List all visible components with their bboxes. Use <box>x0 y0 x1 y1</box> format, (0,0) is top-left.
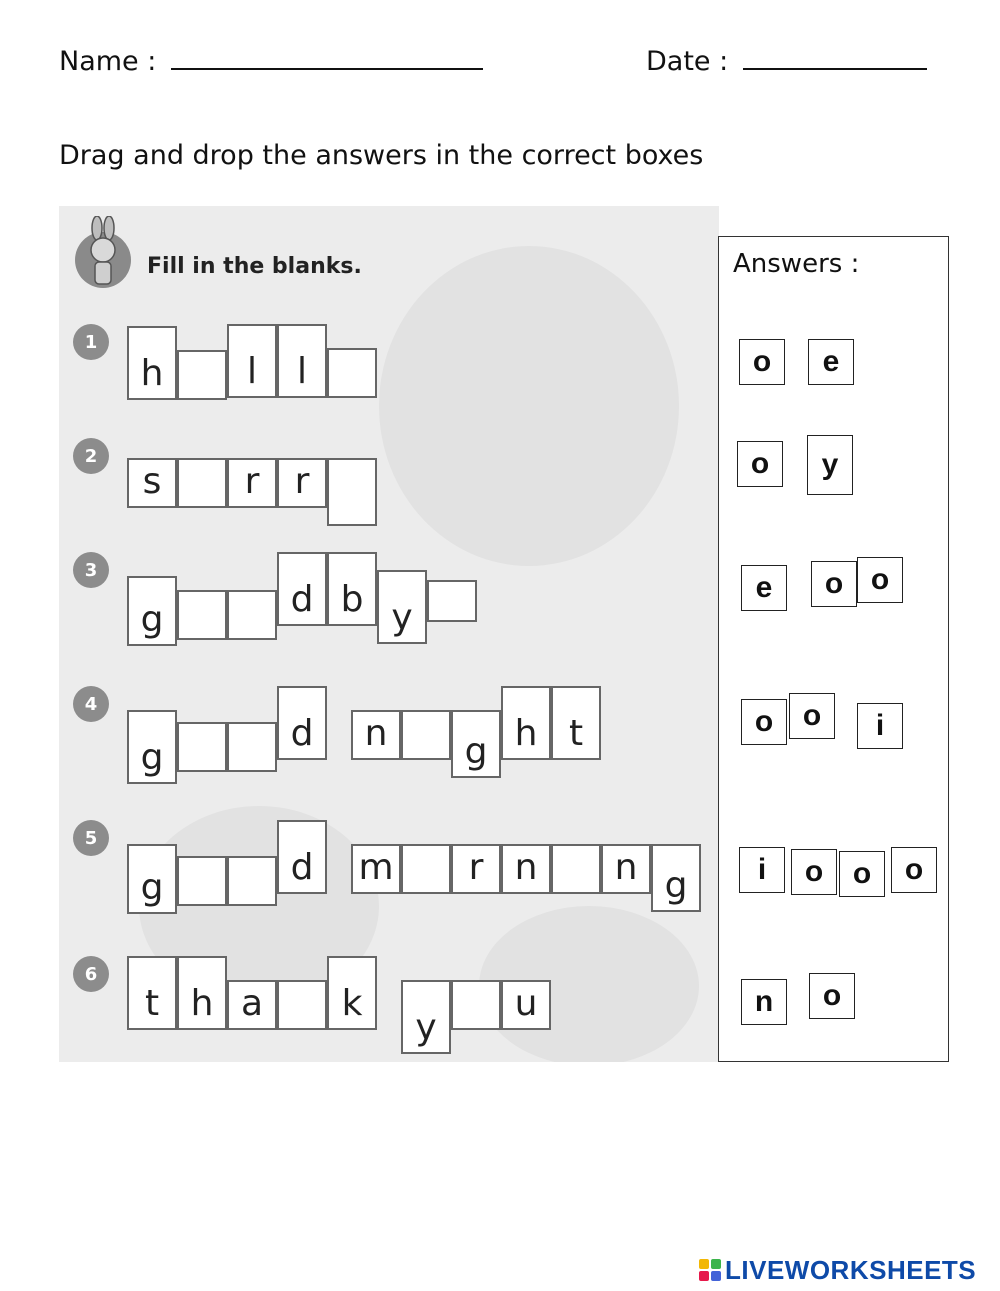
answer-tile[interactable]: y <box>807 435 853 495</box>
letter-tile: n <box>601 844 651 894</box>
letter-tile: r <box>277 458 327 508</box>
drop-blank[interactable] <box>177 590 227 640</box>
date-label: Date : <box>646 46 729 77</box>
letter-tile: y <box>401 980 451 1054</box>
date-field <box>646 42 927 77</box>
drop-blank[interactable] <box>401 710 451 760</box>
letter-tile: y <box>377 570 427 644</box>
name-field <box>59 42 483 77</box>
letter-tile: g <box>127 576 177 646</box>
drop-blank[interactable] <box>227 856 277 906</box>
question-number: 5 <box>73 820 109 856</box>
drop-blank[interactable] <box>451 980 501 1030</box>
name-blank <box>171 42 483 70</box>
letter-tile: r <box>227 458 277 508</box>
bunny-icon <box>73 216 133 290</box>
logo-square <box>711 1271 721 1281</box>
instructions-text: Drag and drop the answers in the correct boxes <box>59 140 704 171</box>
answer-tile[interactable]: o <box>891 847 937 893</box>
drop-blank[interactable] <box>551 844 601 894</box>
drop-blank[interactable] <box>227 722 277 772</box>
drop-blank[interactable] <box>177 350 227 400</box>
answer-tile[interactable]: e <box>808 339 854 385</box>
letter-tile: g <box>127 710 177 784</box>
worksheet-title: Fill in the blanks. <box>147 254 362 279</box>
answer-tile[interactable]: o <box>789 693 835 739</box>
letter-tile: h <box>501 686 551 760</box>
name-label: Name : <box>59 46 157 77</box>
letter-tile: m <box>351 844 401 894</box>
letter-tile: u <box>501 980 551 1030</box>
letter-tile: t <box>127 956 177 1030</box>
answer-tile[interactable]: o <box>811 561 857 607</box>
drop-blank[interactable] <box>177 458 227 508</box>
letter-tile: g <box>127 844 177 914</box>
liveworksheets-logo <box>699 1256 976 1284</box>
letter-tile: r <box>451 844 501 894</box>
logo-square <box>699 1271 709 1281</box>
answer-tile[interactable]: e <box>741 565 787 611</box>
letter-tile: g <box>451 710 501 778</box>
drop-blank[interactable] <box>327 348 377 398</box>
question-number: 2 <box>73 438 109 474</box>
answer-tile[interactable]: o <box>791 849 837 895</box>
drop-blank[interactable] <box>277 980 327 1030</box>
answer-tile[interactable]: o <box>857 557 903 603</box>
answers-panel <box>718 236 949 1062</box>
answer-tile[interactable]: o <box>737 441 783 487</box>
drop-blank[interactable] <box>227 590 277 640</box>
answer-tile[interactable]: i <box>857 703 903 749</box>
answer-tile[interactable]: n <box>741 979 787 1025</box>
date-blank <box>743 42 927 70</box>
drop-blank[interactable] <box>427 580 477 622</box>
letter-tile: d <box>277 552 327 626</box>
question-number: 3 <box>73 552 109 588</box>
letter-tile: s <box>127 458 177 508</box>
answer-tile[interactable]: o <box>739 339 785 385</box>
letter-tile: a <box>227 980 277 1030</box>
logo-square <box>711 1259 721 1269</box>
drop-blank[interactable] <box>177 856 227 906</box>
letter-tile: g <box>651 844 701 912</box>
drop-blank[interactable] <box>327 458 377 526</box>
letter-tile: b <box>327 552 377 626</box>
question-number: 1 <box>73 324 109 360</box>
letter-tile: k <box>327 956 377 1030</box>
logo-square <box>699 1259 709 1269</box>
answer-tile[interactable]: o <box>741 699 787 745</box>
letter-tile: n <box>351 710 401 760</box>
answers-title: Answers : <box>733 249 860 279</box>
letter-tile: h <box>127 326 177 400</box>
letter-tile: l <box>277 324 327 398</box>
drop-blank[interactable] <box>401 844 451 894</box>
drop-blank[interactable] <box>177 722 227 772</box>
letter-tile: d <box>277 686 327 760</box>
question-number: 6 <box>73 956 109 992</box>
letter-tile: d <box>277 820 327 894</box>
answer-tile[interactable]: o <box>839 851 885 897</box>
logo-text: LIVEWORKSHEETS <box>725 1254 977 1285</box>
letter-tile: n <box>501 844 551 894</box>
answer-tile[interactable]: o <box>809 973 855 1019</box>
letter-tile: h <box>177 956 227 1030</box>
question-number: 4 <box>73 686 109 722</box>
letter-tile: l <box>227 324 277 398</box>
letter-tile: t <box>551 686 601 760</box>
logo-icon <box>699 1259 721 1281</box>
worksheet-image <box>59 206 719 1062</box>
answer-tile[interactable]: i <box>739 847 785 893</box>
background-illustration <box>379 246 679 566</box>
